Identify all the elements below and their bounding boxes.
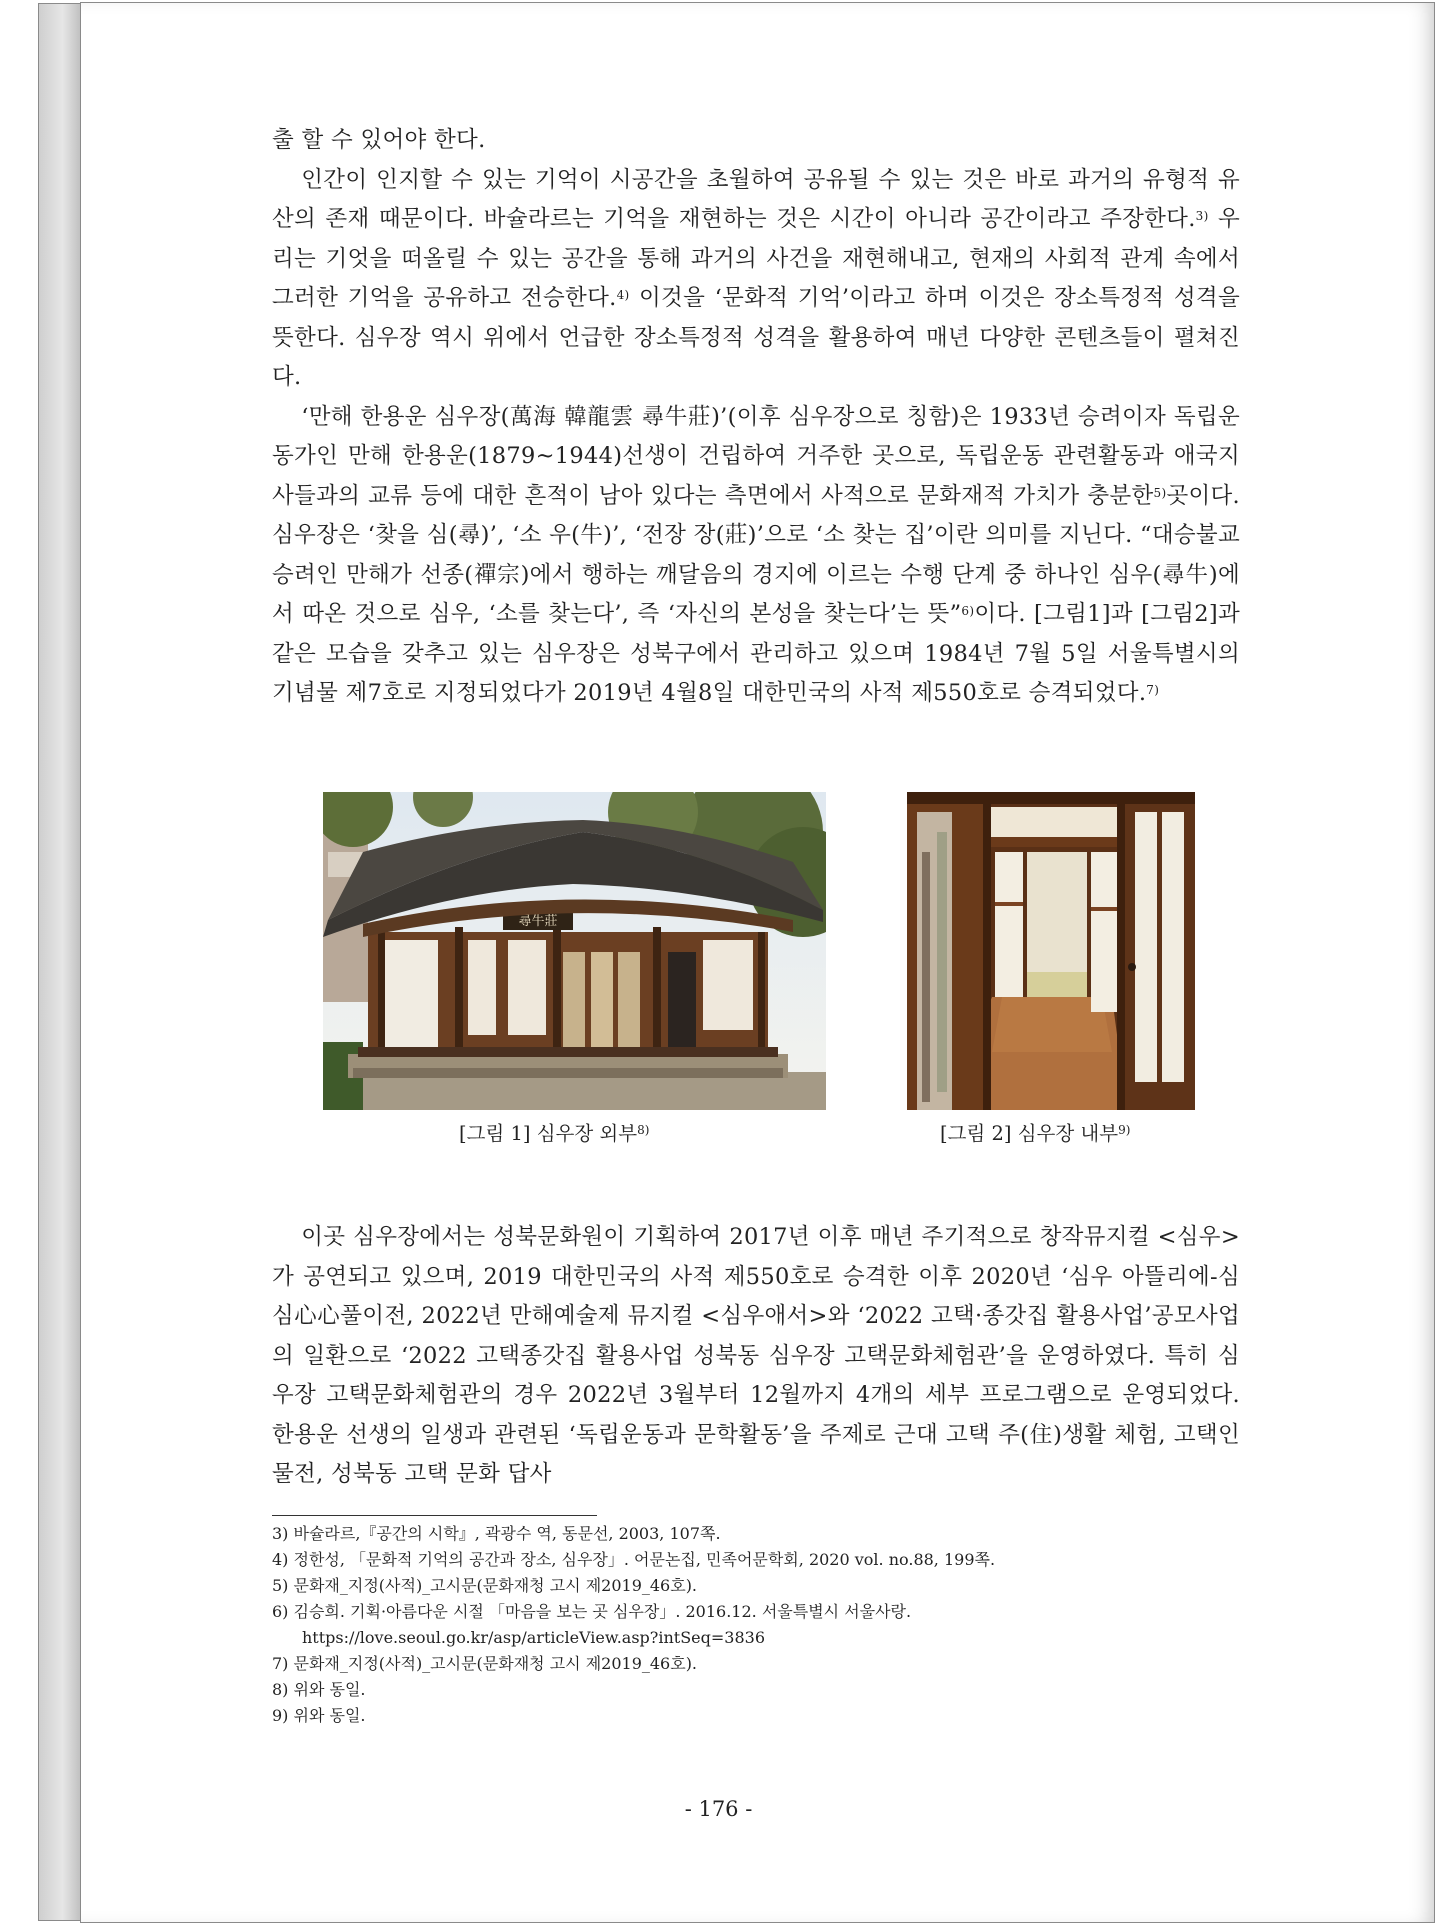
footnote-3: 3) 바슐라르,『공간의 시학』, 곽광수 역, 동문선, 2003, 107쪽. (272, 1524, 721, 1543)
footnote-9: 9) 위와 동일. (272, 1706, 366, 1725)
footnote-ref-8[interactable]: 8) (637, 1123, 650, 1137)
body-text-bottom (272, 1218, 1240, 1495)
footnote-divider (272, 1515, 597, 1516)
paragraph-2: 인간이 인지할 수 있는 기억이 시공간을 초월하여 공유될 수 있는 것은 바로 과거의 유형적 유산의 존재 때문이다. 바슐라르는 기억을 재현하는 것은 시간이 아니라 공간이라고 주장한다.$^{3)}$ 우리는 기엇을 떠올릴 수 있는 공간을 통해 과거의 사건을 재현해내고, 현재의 사회적 관계 속에서 그러한 기억을 공유하고 전승한다.$^{4)}$ 이것을 ‘문화적 기억’이라고 하며 이것은 장소특정적 성격을 뜻한다. 심우장 역시 위에서 언급한 장소특정적 성격을 활용하여 매년 다양한 콘텐츠들이 펼쳐진다. (272, 166, 1240, 390)
hanok-signboard-text: 尋牛莊 (518, 914, 558, 929)
footnote-ref-4[interactable]: 4) (616, 288, 630, 302)
figure-2-caption: [그림 2] 심우장 내부$^{9)}$ (940, 1122, 1131, 1145)
footnote-7: 7) 문화재_지정(사적)_고시문(문화재청 고시 제2019_46호). (272, 1654, 698, 1673)
hanok-exterior-illustration (323, 792, 826, 1110)
footnote-ref-6[interactable]: 6) (961, 604, 975, 618)
footnote-4: 4) 정한성, 「문화적 기억의 공간과 장소, 심우장」. 어문논집, 민족어문학회, 2020 vol. no.88, 199쪽. (272, 1550, 996, 1569)
footnote-ref-3[interactable]: 3) (1195, 209, 1209, 223)
figure-1-exterior-photo (323, 792, 826, 1110)
footnote-6-url[interactable]: https://love.seoul.go.kr/asp/articleView.asp?intSeq=3836 (302, 1628, 765, 1647)
footnote-8: 8) 위와 동일. (272, 1680, 366, 1699)
paragraph-3: ‘만해 한용운 심우장(萬海 韓龍雲 尋牛莊)’(이후 심우장으로 칭함)은 1933년 승려이자 독립운동가인 만해 한용운(1879~1944)선생이 건립하여 거주한 곳으로, 독립운동 관련활동과 애국지사들과의 교류 등에 대한 흔적이 남아 있다는 측면에서 사적으로 문화재적 가치가 충분한$^{5)}$곳이다. 심우장은 ‘찾을 심(尋)’, ‘소 우(牛)’, ‘전장 장(莊)’으로 ‘소 찾는 집’이란 의미를 지닌다. “대승불교 승려인 만해가 선종(禪宗)에서 행하는 깨달음의 경지에 이르는 수행 단계 중 하나인 심우(尋牛)에서 따온 것으로 심우, ‘소를 찾는다’, 즉 ‘자신의 본성을 찾는다’는 뜻”$^{6)}$이다. [그림1]과 [그림2]과 같은 모습을 갖추고 있는 심우장은 성북구에서 관리하고 있으며 1984년 7월 5일 서울특별시의 기념물 제7호로 지정되었다가 2019년 4월8일 대한민국의 사적 제550호로 승격되었다.$^{7)}$ (272, 403, 1240, 706)
footnotes (272, 1521, 1252, 1729)
figure-1-caption: [그림 1] 심우장 외부$^{8)}$ (459, 1122, 650, 1145)
footnote-6: 6) 김승희. 기획·아름다운 시절 「마음을 보는 곳 심우장」. 2016.12. 서울특별시 서울사랑. (272, 1602, 912, 1621)
paragraph-4: 이곳 심우장에서는 성북문화원이 기획하여 2017년 이후 매년 주기적으로 창작뮤지컬 <심우>가 공연되고 있으며, 2019 대한민국의 사적 제550호로 승격한 이후 2020년 ‘심우 아뜰리에-심심心心풀이전, 2022년 만해예술제 뮤지컬 <심우애서>와 ‘2022 고택·종갓집 활용사업’공모사업의 일환으로 ‘2022 고택종갓집 활용사업 성북동 심우장 고택문화체험관’을 운영하였다. 특히 심우장 고택문화체험관의 경우 2022년 3월부터 12월까지 4개의 세부 프로그램으로 운영되었다. 한용운 선생의 일생과 관련된 ‘독립운동과 문학활동’을 주제로 근대 고택 주(住)생활 체험, 고택인물전, 성북동 고택 문화 답사 (272, 1224, 1240, 1487)
footnote-ref-9[interactable]: 9) (1118, 1123, 1131, 1137)
book-spine (38, 3, 83, 1921)
page-number: - 176 - (684, 1797, 753, 1821)
footnote-ref-5[interactable]: 5) (1153, 485, 1167, 500)
footnote-ref-7[interactable]: 7) (1146, 683, 1160, 697)
paragraph-1: 출 할 수 있어야 한다. (272, 127, 486, 153)
figure-2-interior-photo (907, 792, 1195, 1110)
footnote-5: 5) 문화재_지정(사적)_고시문(문화재청 고시 제2019_46호). (272, 1576, 698, 1595)
hanok-interior-illustration (907, 792, 1195, 1110)
body-text-top (272, 121, 1240, 714)
